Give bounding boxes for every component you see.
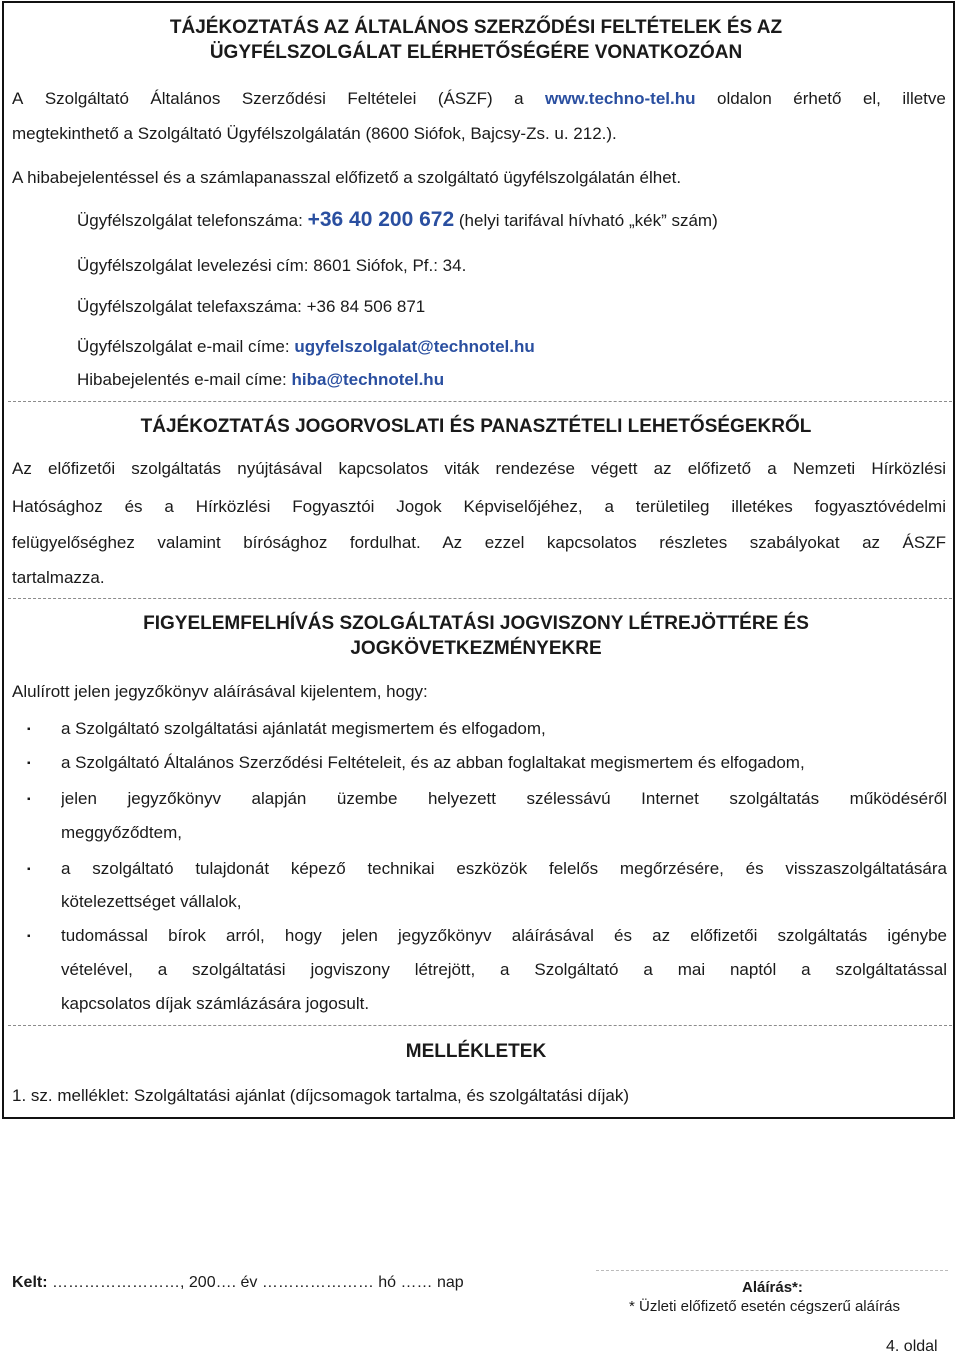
section-divider — [8, 1025, 952, 1026]
intro-word: a — [514, 89, 524, 108]
declaration-intro: Alulírott jelen jegyzőkönyv aláírásával kijelentem, hogy: — [12, 682, 428, 701]
notice-title-line1: FIGYELEMFELHÍVÁS SZOLGÁLTATÁSI JOGVISZONY LÉTREJÖTTÉRE ÉS — [143, 613, 809, 634]
list-bullet-icon: ▪ — [27, 758, 31, 769]
list-item: tudomással bírok arról, hogy jelen jegyzőkönyv aláírásával és az előfizetői szolgáltatás igénybe — [61, 926, 947, 945]
notice-title-line2: JOGKÖVETKEZMÉNYEKRE — [350, 638, 602, 659]
intro-word: illetve — [902, 89, 946, 108]
list-item: kapcsolatos díjak számlázására jogosult. — [61, 994, 370, 1013]
phone-note: (helyi tarifával hívható „kék” szám) — [458, 211, 718, 230]
list-item: a Szolgáltató szolgáltatási ajánlatát megismertem és elfogadom, — [61, 719, 546, 738]
phone-line — [77, 203, 718, 238]
list-item: vételével, a szolgáltatási jogviszony létrejött, a Szolgáltató a mai naptól a szolgáltatással — [61, 960, 947, 979]
remedies-line-2: Hatósághoz és a Hírközlési Fogyasztói Jogok Képviselőjéhez, a területileg illetékes fogyasztóvédelmi — [12, 497, 946, 516]
list-item: kötelezettséget vállalok, — [61, 892, 242, 911]
intro-line1 — [12, 82, 946, 116]
intro-line2: megtekinthető a Szolgáltató Ügyfélszolgálatán (8600 Siófok, Bajcsy-Zs. u. 212.). — [12, 124, 617, 143]
intro-word: Szerződési — [241, 89, 326, 108]
fax-number: Ügyfélszolgálat telefaxszáma: +36 84 506 871 — [77, 297, 426, 316]
date-placeholder: ……………………, 200…. év ………………… hó …… nap — [47, 1274, 464, 1291]
website-link[interactable]: www.techno-tel.hu — [545, 89, 696, 108]
remedies-line-1: Az előfizetői szolgáltatás nyújtásával kapcsolatos viták rendezése végett az előfizető a Nemzeti Hírközlési — [12, 459, 946, 478]
email-line — [77, 330, 535, 364]
attachments-title: MELLÉKLETEK — [405, 1041, 547, 1062]
signature-note: * Üzleti előfizető esetén cégszerű aláírás — [629, 1298, 900, 1315]
section-divider — [8, 401, 952, 402]
error-email-label: Hibabejelentés e-mail címe: — [77, 370, 287, 389]
intro-word: A — [12, 89, 24, 108]
phone-label: Ügyfélszolgálat telefonszáma: — [77, 211, 303, 230]
support-email-link[interactable]: ugyfelszolgalat@technotel.hu — [294, 337, 535, 356]
error-email-line — [77, 363, 444, 397]
phone-number[interactable]: +36 40 200 672 — [307, 208, 455, 231]
date-line — [12, 1274, 464, 1292]
email-label: Ügyfélszolgálat e-mail címe: — [77, 337, 290, 356]
complaint-text: A hibabejelentéssel és a számlapanasszal előfizető a szolgáltató ügyfélszolgálatán élhet. — [12, 168, 682, 187]
page-number: 4. oldal — [886, 1338, 938, 1355]
intro-word: el, — [862, 89, 881, 108]
intro-word: Általános — [150, 89, 221, 108]
list-item: meggyőződtem, — [61, 823, 182, 842]
list-item: a szolgáltató tulajdonát képező technikai eszközök felelős megőrzésére, és visszaszolgáltatására — [61, 859, 947, 878]
remedies-title: TÁJÉKOZTATÁS JOGORVOSLATI ÉS PANASZTÉTELI LEHETŐSÉGEKRŐL — [140, 416, 812, 437]
date-label: Kelt: — [12, 1274, 48, 1291]
list-bullet-icon: ▪ — [27, 794, 31, 805]
section-divider — [8, 598, 952, 599]
intro-word: Feltételei — [347, 89, 417, 108]
error-email-link[interactable]: hiba@technotel.hu — [291, 370, 445, 389]
intro-word: (ÁSZF) — [437, 89, 493, 108]
page-title-line1: TÁJÉKOZTATÁS AZ ÁLTALÁNOS SZERZŐDÉSI FELTÉTELEK ÉS AZ — [169, 17, 783, 38]
intro-word: Szolgáltató — [44, 89, 129, 108]
page-title-line2: ÜGYFÉLSZOLGÁLAT ELÉRHETŐSÉGÉRE VONATKOZÓAN — [209, 42, 743, 63]
signature-line — [596, 1270, 948, 1271]
list-item: jelen jegyzőkönyv alapján üzembe helyezett szélessávú Internet szolgáltatás működéséről — [61, 789, 947, 808]
intro-word: oldalon — [716, 89, 772, 108]
list-item: a Szolgáltató Általános Szerződési Feltételeit, és az abban foglaltakat megismertem és elfogadom, — [61, 753, 805, 772]
remedies-line-4: tartalmazza. — [12, 568, 105, 587]
list-bullet-icon: ▪ — [27, 724, 31, 735]
postal-address: Ügyfélszolgálat levelezési cím: 8601 Siófok, Pf.: 34. — [77, 256, 467, 275]
intro-word: érhető — [793, 89, 842, 108]
signature-label: Aláírás*: — [742, 1279, 803, 1296]
remedies-line-3: felügyelőséghez valamint bírósághoz fordulhat. Az ezzel kapcsolatos részletes szabályokat az ÁSZF — [12, 533, 946, 552]
attachment-item: 1. sz. melléklet: Szolgáltatási ajánlat (díjcsomagok tartalma, és szolgáltatási díjak) — [12, 1086, 629, 1105]
list-bullet-icon: ▪ — [27, 931, 31, 942]
list-bullet-icon: ▪ — [27, 864, 31, 875]
